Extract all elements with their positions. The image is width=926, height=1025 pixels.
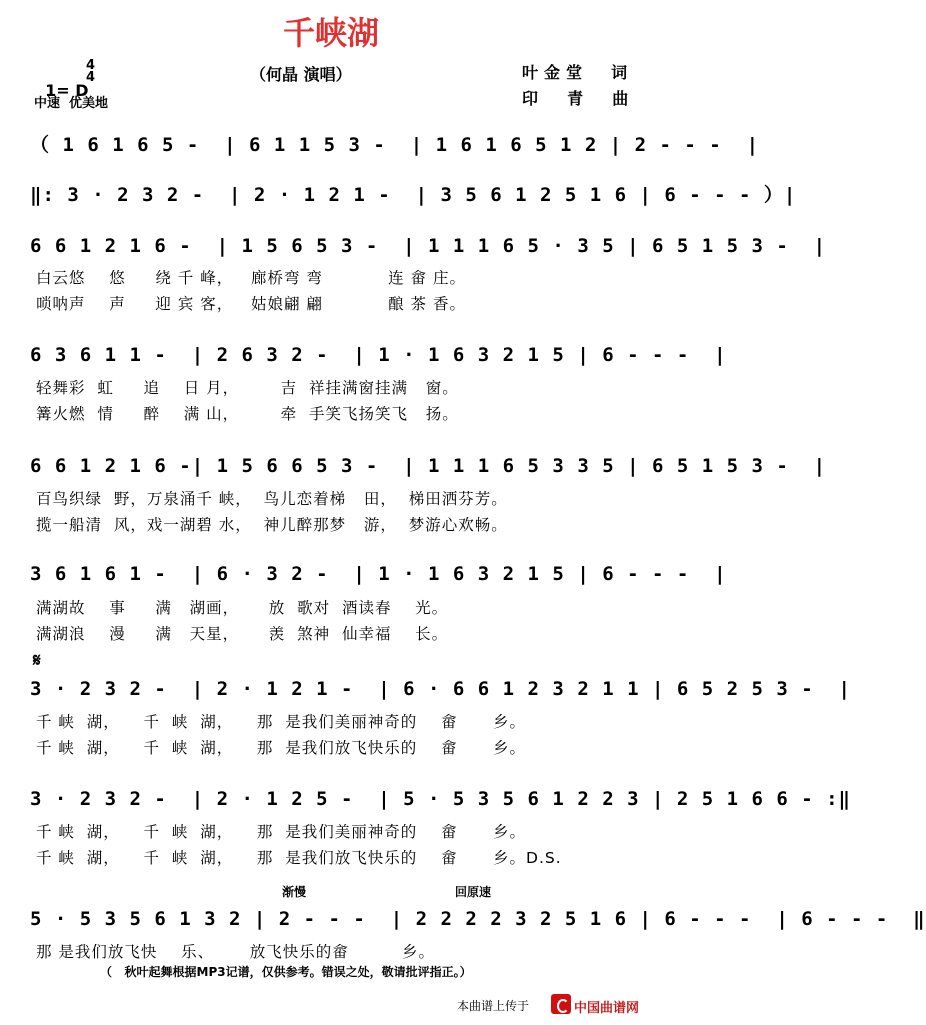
- transcriber-note: （ 秋叶起舞根据MP3记谱，仅供参考。错误之处，敬请批评指正。）: [100, 965, 472, 979]
- page-title: 千峡湖: [282, 14, 379, 52]
- notation-row-2: ‖: 3 · 2 3 2 - | 2 · 1 2 1 - | 3 5 6 1 2 5 1 6 | 6 - - - ）|: [30, 184, 797, 206]
- lyric-row-3b: 唢呐声 声 迎 宾 客， 姑娘翩 翩 酿 茶 香。: [36, 295, 466, 313]
- singer-credit: （何晶 演唱）: [250, 65, 352, 84]
- lyric-row-7a: 千 峡 湖， 千 峡 湖， 那 是我们美丽神奇的 畲 乡。: [36, 713, 527, 731]
- notation-row-8: 3 · 2 3 2 - | 2 · 1 2 5 - | 5 · 5 3 5 6 1 2 2 3 | 2 5 1 6 6 - :‖: [30, 788, 851, 810]
- lyric-row-5a: 百鸟织绿 野，万泉涌千 峡， 鸟儿恋着梯 田， 梯田洒芬芳。: [36, 490, 508, 508]
- notation-row-5: 6 6 1 2 1 6 -| 1 5 6 6 5 3 - | 1 1 1 6 5 3 3 5 | 6 5 1 5 3 - |: [30, 455, 827, 477]
- site-logo-text: 中国曲谱网: [574, 1001, 640, 1016]
- lyric-row-7b: 千 峡 湖， 千 峡 湖， 那 是我们放飞快乐的 畲 乡。: [36, 739, 527, 757]
- lyric-row-9a: 那 是我们放飞快 乐、 放飞快乐的畲 乡。: [36, 943, 436, 961]
- lyric-row-3a: 白云悠 悠 绕 千 峰， 廊桥弯 弯 连 畲 庄。: [36, 269, 466, 287]
- lyricist-credit: 叶金堂 词: [522, 63, 634, 82]
- notation-row-1: （ 1 6 1 6 5 - | 6 1 1 5 3 - | 1 6 1 6 5 1 2 | 2 - - - |: [30, 134, 760, 156]
- tempo-marking: 中速 优美地: [34, 96, 109, 111]
- notation-row-7: 3 · 2 3 2 - | 2 · 1 2 1 - | 6 · 6 6 1 2 3 2 1 1 | 6 5 2 5 3 - |: [30, 678, 851, 700]
- ritardando-mark: 渐慢: [282, 885, 307, 899]
- site-logo-icon: [551, 994, 571, 1014]
- notation-row-3: 6 6 1 2 1 6 - | 1 5 6 5 3 - | 1 1 1 6 5 · 3 5 | 6 5 1 5 3 - |: [30, 235, 827, 257]
- time-signature: [86, 60, 95, 84]
- lyric-row-6a: 满湖故 事 满 湖画， 放 歌对 酒读春 光。: [36, 599, 449, 617]
- lyric-row-8a: 千 峡 湖， 千 峡 湖， 那 是我们美丽神奇的 畲 乡。: [36, 823, 527, 841]
- time-bottom: 4: [86, 70, 96, 85]
- segno-sign: 𝄋: [33, 650, 41, 671]
- notation-row-9: 5 · 5 3 5 6 1 3 2 | 2 - - - | 2 2 2 2 3 2 5 1 6 | 6 - - - | 6 - - - ‖: [30, 908, 926, 930]
- lyric-row-4b: 篝火燃 情 醉 满 山， 牵 手笑飞扬笑飞 扬。: [36, 405, 459, 423]
- composer-credit: 印 青 曲: [522, 89, 635, 108]
- lyric-row-8b: 千 峡 湖， 千 峡 湖， 那 是我们放飞快乐的 畲 乡。D.S.: [36, 849, 562, 867]
- upload-caption: 本曲谱上传于: [457, 999, 530, 1013]
- key-label: 1= D: [45, 81, 89, 100]
- lyric-row-4a: 轻舞彩 虹 追 日 月， 吉 祥挂满窗挂满 窗。: [36, 379, 459, 397]
- notation-row-4: 6 3 6 1 1 - | 2 6 3 2 - | 1 · 1 6 3 2 1 5 | 6 - - - |: [30, 344, 727, 366]
- time-top: 4: [86, 58, 96, 73]
- lyric-row-5b: 揽一船清 风，戏一湖碧 水， 神儿醉那梦 游， 梦游心欢畅。: [36, 516, 508, 534]
- lyric-row-6b: 满湖浪 漫 满 天星， 羡 煞神 仙幸福 长。: [36, 625, 449, 643]
- notation-row-6: 3 6 1 6 1 - | 6 · 3 2 - | 1 · 1 6 3 2 1 5 | 6 - - - |: [30, 563, 727, 585]
- a-tempo-mark: 回原速: [455, 885, 492, 899]
